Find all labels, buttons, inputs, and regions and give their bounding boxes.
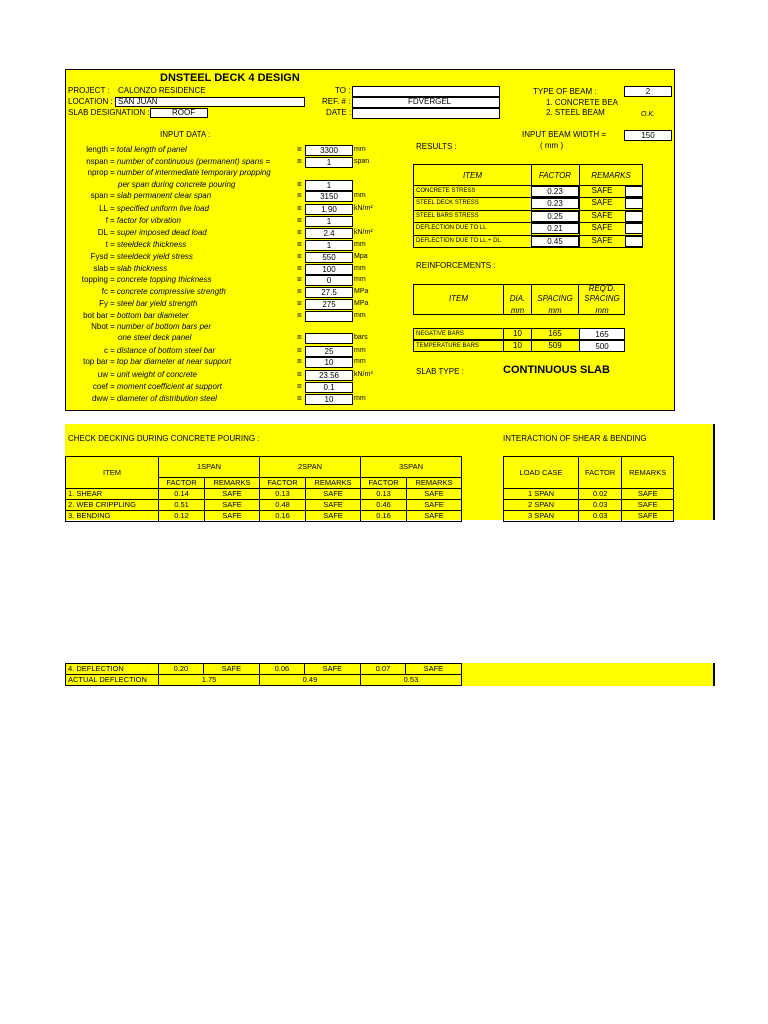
interaction-remark: SAFE: [622, 489, 674, 500]
deflection-remark: SAFE: [304, 664, 360, 675]
actual-deflection-row: [66, 675, 462, 686]
input-description: = super imposed dead load: [110, 228, 207, 237]
deflection-factor: 0.20: [159, 664, 204, 675]
interaction-remark: SAFE: [622, 500, 674, 511]
reinf-header-reqd-unit: mm: [595, 306, 609, 315]
input-value-field[interactable]: 1.90: [305, 204, 353, 215]
project-value[interactable]: CALONZO RESIDENCE: [118, 86, 206, 95]
reinf-reqd[interactable]: 500: [579, 340, 625, 352]
input-equals: =: [297, 252, 302, 261]
slab-designation-value: ROOF: [172, 108, 196, 117]
check-header-factor: FACTOR: [360, 478, 406, 489]
input-unit: mm: [354, 265, 366, 272]
input-value-field[interactable]: 1: [305, 240, 353, 251]
input-value-field[interactable]: 25: [305, 346, 353, 357]
input-value-field[interactable]: [305, 311, 353, 322]
results-remark: SAFE: [591, 198, 613, 208]
results-remark: SAFE: [591, 186, 613, 195]
input-unit: kN/m²: [354, 229, 373, 236]
results-title: RESULTS :: [416, 142, 457, 151]
input-description: = distance of bottom steel bar: [110, 346, 216, 355]
check-remark: SAFE: [306, 511, 361, 522]
input-symbol: uw: [97, 370, 108, 379]
beam-type-label: TYPE OF BEAM :: [533, 87, 597, 96]
input-value-field[interactable]: 0.1: [305, 382, 353, 393]
beam-width-unit: ( mm ): [540, 141, 564, 150]
results-remark: SAFE: [591, 235, 613, 245]
input-unit: kN/m³: [354, 371, 373, 378]
input-value-field[interactable]: 2.4: [305, 228, 353, 239]
check-factor: 0.13: [259, 489, 305, 500]
input-unit: kN/m²: [354, 205, 373, 212]
results-item: STEEL BARS STRESS: [416, 212, 479, 219]
input-value-field[interactable]: 3150: [305, 191, 353, 202]
input-description: = number of intermediate temporary propping: [110, 168, 271, 177]
interaction-header-remarks: REMARKS: [622, 457, 674, 489]
interaction-factor: 0.03: [579, 511, 622, 522]
interaction-factor: 0.02: [579, 489, 622, 500]
input-symbol: bot bar: [83, 311, 108, 320]
input-unit: span: [354, 158, 370, 165]
check-title: CHECK DECKING DURING CONCRETE POURING :: [68, 434, 260, 443]
input-description: = concrete compressive strength: [110, 287, 226, 296]
results-remark-cell: [625, 198, 643, 209]
input-value-field[interactable]: 1: [305, 180, 353, 191]
beam-option-1: 1. CONCRETE BEA: [546, 98, 619, 107]
check-remark: SAFE: [205, 500, 260, 511]
check-remark: SAFE: [407, 489, 462, 500]
input-symbol: t: [105, 240, 108, 249]
input-description: one steel deck panel: [118, 333, 192, 342]
input-description: = concrete topping thickness: [110, 275, 212, 284]
input-description: per span during concrete pouring: [118, 180, 236, 189]
project-label: PROJECT :: [68, 86, 110, 95]
reinf-header-spacing-unit: mm: [548, 306, 562, 315]
results-remark-cell: [625, 211, 643, 222]
check-factor: 0.46: [360, 500, 406, 511]
input-symbol: Fysd: [90, 252, 108, 261]
input-unit: MPa: [354, 288, 369, 295]
input-equals: =: [297, 157, 302, 166]
input-description: = number of bottom bars per: [110, 322, 212, 331]
interaction-table: [503, 456, 674, 522]
check-factor: 0.16: [259, 511, 305, 522]
beam-ok-status: O.K.: [641, 111, 656, 118]
input-equals: =: [297, 287, 302, 296]
check-item: 3. BENDING: [66, 511, 159, 522]
input-symbol: slab: [93, 264, 108, 273]
reinf-dia: 10: [513, 341, 522, 350]
date-label: DATE :: [326, 108, 352, 117]
reinf-header-item: ITEM: [448, 294, 469, 303]
actual-deflection-value: 1.75: [159, 675, 260, 686]
input-equals: =: [297, 299, 302, 308]
beam-width-label: INPUT BEAM WIDTH =: [522, 130, 607, 139]
check-header-factor: FACTOR: [159, 478, 205, 489]
interaction-case: 1 SPAN: [504, 489, 579, 500]
input-equals: =: [297, 275, 302, 284]
reinforcements-title: REINFORCEMENTS :: [416, 261, 496, 270]
input-equals: =: [297, 382, 302, 391]
results-vline: [579, 164, 580, 248]
input-description: = steeldeck yield stress: [110, 252, 193, 261]
results-remark: SAFE: [591, 210, 613, 220]
input-equals: =: [297, 228, 302, 237]
input-value-field[interactable]: 0: [305, 275, 353, 286]
check-header-3span: 3SPAN: [360, 457, 461, 478]
input-equals: =: [297, 333, 302, 342]
input-unit: mm: [354, 395, 366, 402]
check-factor: 0.12: [159, 511, 205, 522]
beam-type-input[interactable]: 2: [624, 86, 672, 97]
input-equals: =: [297, 204, 302, 213]
results-item: CONCRETE STRESS: [416, 188, 476, 194]
reinf-header-reqd: REQ'D.: [588, 284, 616, 293]
check-header-remarks: REMARKS: [205, 478, 260, 489]
input-description: = specified uniform live load: [110, 204, 209, 213]
check-header-item: ITEM: [66, 457, 159, 489]
reinf-item: TEMPERATURE BARS: [416, 343, 479, 349]
deflection-item: 4. DEFLECTION: [66, 664, 159, 675]
input-value-field[interactable]: 10: [305, 357, 353, 368]
reinf-dia: 10: [513, 329, 522, 338]
to-label: TO :: [335, 86, 351, 95]
results-factor: 0.23: [531, 198, 579, 209]
check-header-remarks: REMARKS: [306, 478, 361, 489]
input-equals: =: [297, 394, 302, 403]
results-remark: SAFE: [591, 223, 613, 233]
input-equals: =: [297, 370, 302, 379]
input-unit: mm: [354, 358, 366, 365]
results-item: DEFLECTION DUE TO LL: [416, 225, 487, 232]
check-factor: 0.13: [360, 489, 406, 500]
input-symbol: Nbot: [91, 322, 108, 331]
input-unit: mm: [354, 276, 366, 283]
actual-deflection-value: 0.53: [360, 675, 461, 686]
actual-deflection-item: ACTUAL DEFLECTION: [66, 675, 159, 686]
reinf-header-dia-unit: mm: [510, 306, 525, 315]
interaction-case: 3 SPAN: [504, 511, 579, 522]
beam-width-input[interactable]: 150: [624, 130, 672, 141]
deflection-remark: SAFE: [203, 664, 259, 675]
input-symbol: fc: [101, 287, 108, 296]
reinf-spacing: 165: [548, 329, 562, 338]
interaction-title: INTERACTION OF SHEAR & BENDING: [503, 434, 647, 443]
input-data-title: INPUT DATA :: [160, 130, 211, 139]
input-unit: mm: [354, 312, 366, 319]
input-symbol: LL: [99, 204, 108, 213]
input-value-field[interactable]: 1: [305, 216, 353, 227]
check-header-remarks: REMARKS: [407, 478, 462, 489]
reinf-reqd[interactable]: 165: [579, 328, 625, 340]
results-factor: 0.45: [531, 236, 579, 247]
input-description: = diameter of distribution steel: [110, 394, 217, 403]
input-equals: =: [297, 264, 302, 273]
input-unit: mm: [354, 241, 366, 248]
check-remark: SAFE: [407, 511, 462, 522]
input-value-field[interactable]: 3300: [305, 145, 353, 156]
results-item: DEFLECTION DUE TO LL + DL: [416, 237, 501, 244]
check-item: 2. WEB CRIPPLING: [66, 500, 159, 511]
input-unit: Mpa: [354, 253, 368, 260]
input-equals: =: [297, 180, 302, 189]
check-remark: SAFE: [407, 500, 462, 511]
input-value-field[interactable]: 100: [305, 264, 353, 275]
interaction-factor: 0.03: [579, 500, 622, 511]
reinf-header-dia: DIA.: [509, 294, 526, 303]
deflection-table: [65, 663, 462, 686]
check-header-factor: FACTOR: [259, 478, 305, 489]
interaction-row: [504, 500, 674, 511]
reinf-vline: [503, 328, 504, 352]
input-description: = top bar diameter at near support: [110, 357, 232, 366]
results-factor: 0.25: [531, 211, 579, 222]
input-symbol: dww: [91, 394, 108, 403]
input-unit: mm: [354, 146, 366, 153]
check-row: [66, 489, 462, 500]
input-description: = steel bar yield strength: [110, 299, 198, 308]
reinf-spacing: 509: [548, 341, 562, 350]
input-description: = slab thickness: [110, 264, 168, 273]
input-symbol: topping: [81, 275, 108, 284]
check-table: [65, 456, 462, 522]
input-symbol: top bar: [83, 357, 108, 366]
results-remark-cell: [625, 236, 643, 247]
interaction-row: [504, 511, 674, 522]
actual-deflection-value: 0.49: [259, 675, 360, 686]
input-description: = factor for vibration: [110, 216, 181, 225]
ref-label: REF. # :: [322, 97, 351, 106]
input-description: = bottom bar diameter: [110, 311, 189, 320]
reinf-item: NEGATIVE BARS: [416, 331, 464, 337]
input-symbol: nprop: [87, 168, 108, 177]
results-remark-cell: [625, 223, 643, 234]
check-remark: SAFE: [306, 489, 361, 500]
input-equals: =: [297, 216, 302, 225]
input-description: = moment coefficient at support: [110, 382, 222, 391]
check-item: 1. SHEAR: [66, 489, 159, 500]
input-value-field[interactable]: 275: [305, 299, 353, 310]
input-unit: MPa: [354, 300, 369, 307]
check-factor: 0.16: [360, 511, 406, 522]
input-symbol: nspan: [86, 157, 108, 166]
input-description: = number of continuous (permanent) spans =: [110, 157, 271, 166]
input-description: = total length of panel: [110, 145, 187, 154]
input-equals: =: [297, 357, 302, 366]
input-value-field[interactable]: [305, 333, 353, 344]
results-header-factor: FACTOR: [538, 171, 572, 180]
input-symbol: Fy: [99, 299, 108, 308]
results-factor: 0.23: [531, 186, 579, 197]
input-symbol: f: [105, 216, 108, 225]
reinf-vline: [531, 328, 532, 352]
check-factor: 0.51: [159, 500, 205, 511]
results-remark-cell: [625, 186, 643, 197]
input-symbol: DL: [97, 228, 108, 237]
check-row: [66, 500, 462, 511]
sheet-title: DNSTEEL DECK 4 DESIGN: [160, 72, 300, 84]
interaction-header-case: LOAD CASE: [504, 457, 579, 489]
slab-designation-label: SLAB DESIGNATION :: [68, 108, 150, 117]
input-description: = steeldeck thickness: [110, 240, 187, 249]
input-symbol: span: [90, 191, 108, 200]
interaction-remark: SAFE: [622, 511, 674, 522]
interaction-row: [504, 489, 674, 500]
results-vline: [531, 164, 532, 248]
location-label: LOCATION :: [68, 97, 113, 106]
results-item: STEEL DECK STRESS: [416, 200, 479, 207]
check-remark: SAFE: [205, 511, 260, 522]
check-row: [66, 511, 462, 522]
input-equals: =: [297, 191, 302, 200]
deflection-factor: 0.06: [259, 664, 304, 675]
results-header-remarks: REMARKS: [591, 171, 631, 180]
input-equals: =: [297, 311, 302, 320]
input-description: = slab permanent clear span: [110, 191, 212, 200]
input-unit: mm: [354, 347, 366, 354]
input-value-field[interactable]: 1: [305, 157, 353, 168]
deflection-row: [66, 664, 462, 675]
ref-value: FDVERGEL: [408, 97, 452, 106]
to-field[interactable]: [352, 86, 500, 97]
slab-type-value: CONTINUOUS SLAB: [503, 364, 610, 376]
input-symbol: length: [86, 145, 108, 154]
input-value-field[interactable]: 27.5: [305, 287, 353, 298]
input-equals: =: [297, 346, 302, 355]
input-unit: bars: [354, 334, 368, 341]
input-symbol: c: [104, 346, 108, 355]
input-description: = unit weight of concrete: [110, 370, 197, 379]
check-factor: 0.48: [259, 500, 305, 511]
check-factor: 0.14: [159, 489, 205, 500]
slab-type-label: SLAB TYPE :: [416, 367, 464, 376]
interaction-header-factor: FACTOR: [579, 457, 622, 489]
date-field[interactable]: [352, 108, 500, 119]
input-value-field[interactable]: 10: [305, 394, 353, 405]
deflection-factor: 0.07: [360, 664, 405, 675]
reinf-header-spacing: SPACING: [537, 294, 573, 303]
input-symbol: coef: [92, 382, 108, 391]
check-header-1span: 1SPAN: [159, 457, 260, 478]
reinf-header-reqd-spacing: SPACING: [584, 294, 620, 303]
check-header-2span: 2SPAN: [259, 457, 360, 478]
deflection-remark: SAFE: [405, 664, 461, 675]
interaction-case: 2 SPAN: [504, 500, 579, 511]
location-value: SAN JUAN: [118, 97, 158, 106]
results-factor: 0.21: [531, 223, 579, 234]
input-value-field[interactable]: 550: [305, 252, 353, 263]
input-equals: =: [297, 240, 302, 249]
check-remark: SAFE: [306, 500, 361, 511]
input-value-field[interactable]: 23.56: [305, 370, 353, 381]
input-unit: mm: [354, 192, 366, 199]
beam-option-2: 2. STEEL BEAM: [546, 108, 605, 117]
check-remark: SAFE: [205, 489, 260, 500]
input-equals: =: [297, 145, 302, 154]
results-header-item: ITEM: [462, 171, 483, 180]
